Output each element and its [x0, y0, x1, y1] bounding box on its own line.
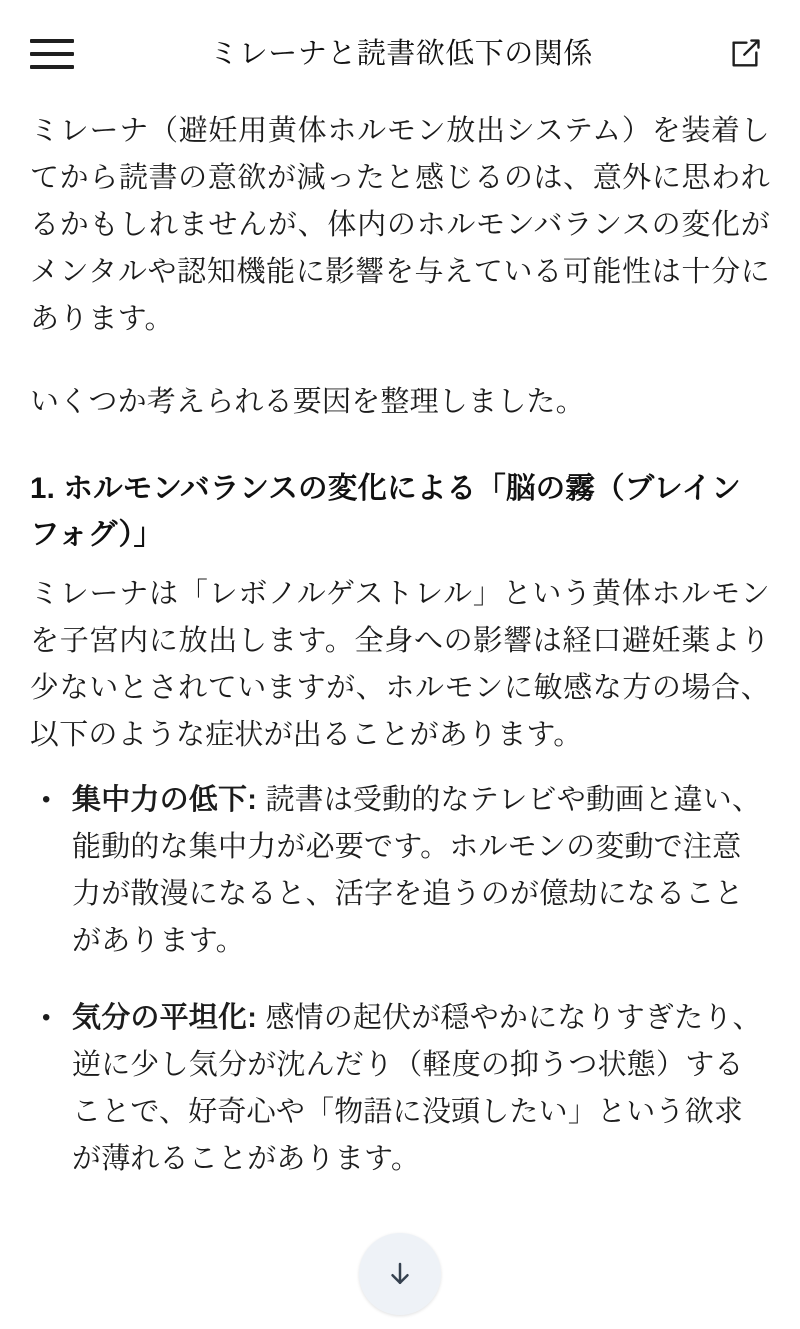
app-header: [0, 0, 800, 108]
menu-bar-1: [30, 39, 74, 43]
arrow-down-icon: [385, 1259, 415, 1289]
list-item-term: 気分の平坦化:: [72, 1002, 258, 1034]
list-item: [30, 995, 770, 1183]
article-content: [0, 108, 800, 1183]
lead-paragraph: いくつか考えられる要因を整理しました。: [30, 385, 585, 418]
list-item-text: 読書は受動的なテレビや動画と違い、能動的な集中力が必要です。ホルモンの変動で注意力が散漫になると、活字を追うのが億劫になることがあります。: [72, 784, 762, 958]
bullet-list: [30, 777, 770, 1183]
hamburger-menu-icon[interactable]: [30, 27, 84, 81]
list-item: [30, 777, 770, 965]
list-item-text: 感情の起伏が穏やかになりすぎたり、逆に少し気分が沈んだり（軽度の抑うつ状態）することで、好奇心や「物語に没頭したい」という欲求が薄れることがあります。: [72, 1002, 762, 1175]
section-heading-1: 1. ホルモンバランスの変化による「脳の霧（ブレインフォグ）」: [30, 471, 741, 551]
list-item-term: 集中力の低下:: [72, 784, 258, 817]
scroll-down-button[interactable]: [359, 1233, 441, 1315]
section-body-1: ミレーナは「レボノルゲストレル」という黄体ホルモンを子宮内に放出します。全身への影響は経口避妊薬より少ないとされていますが、ホルモンに敏感な方の場合、以下のような症状が出ることがあります。: [30, 578, 770, 752]
compose-edit-icon[interactable]: [718, 27, 772, 81]
intro-paragraph: ミレーナ（避妊用黄体ホルモン放出システム）を装着してから読書の意欲が減ったと感じるのは、意外に思われるかもしれませんが、体内のホルモンバランスの変化がメンタルや認知機能に影響を与えている可能性は十分にあります。: [30, 115, 770, 335]
page-title: ミレーナと読書欲低下の関係: [209, 37, 593, 70]
menu-bar-3: [30, 65, 74, 69]
menu-bar-2: [30, 52, 74, 56]
